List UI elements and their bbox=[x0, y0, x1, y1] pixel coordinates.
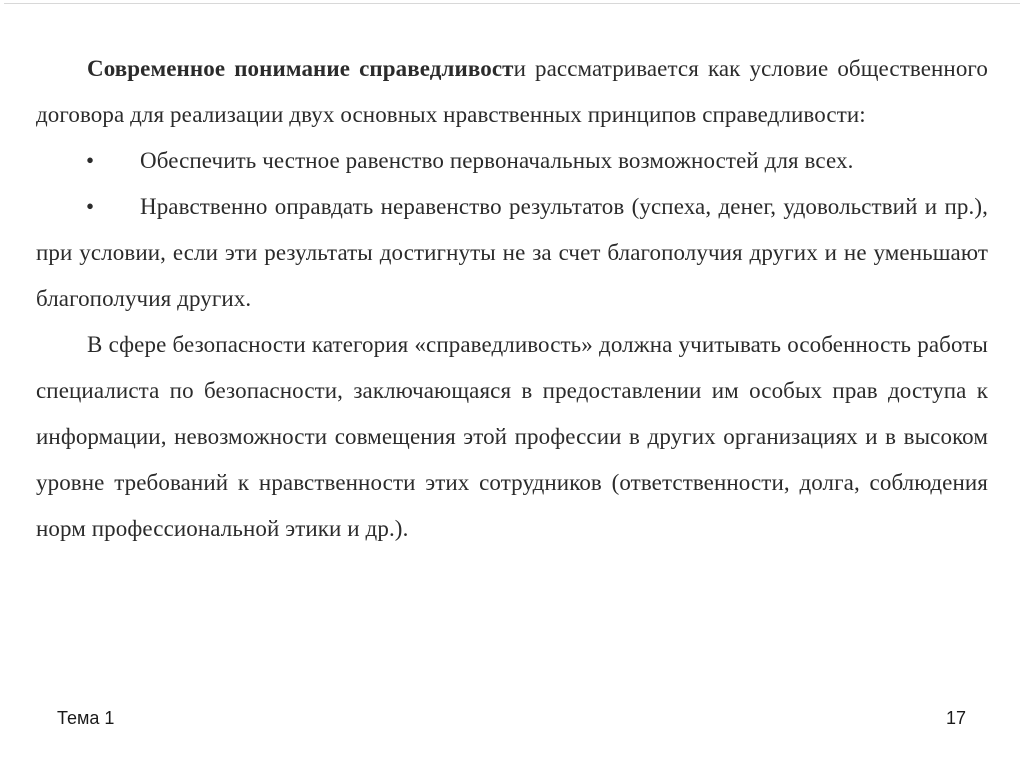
bullet-item-1 bbox=[36, 138, 988, 184]
paragraph-security: В сфере безопасности категория «справедливость» должна учитывать особенность работы специалиста по безопасности, заключающаяся в предоставлении им особых прав доступа к информации, невозможности совмещения этой профессии в других организациях и в высоком уровне требований к нравственности этих сотрудников (ответственности, долга, соблюдения норм профессиональной этики и др.). bbox=[36, 332, 988, 541]
paragraph-intro bbox=[36, 46, 988, 138]
intro-bold-term: Современное понимание справедливост bbox=[87, 56, 514, 81]
bullet-mark: • bbox=[86, 148, 95, 173]
bullet-item-2-text: Нравственно оправдать неравенство результатов (успеха, денег, удовольствий и пр.), при условии, если эти результаты достигнуты не за счет благополучия других и не уменьшают благополучия других. bbox=[36, 194, 988, 311]
bullet-mark: • bbox=[86, 194, 95, 219]
page-number: 17 bbox=[945, 708, 966, 728]
top-border-line bbox=[4, 3, 1020, 4]
bullet-item-1-text: Обеспечить честное равенство первоначальных возможностей для всех. bbox=[140, 148, 854, 173]
slide-body bbox=[36, 46, 988, 552]
bullet-item-2 bbox=[36, 184, 988, 322]
intro-text: и рассматривается как условие общественного договора для реализации двух основных нравственных принципов справедливости: bbox=[36, 56, 988, 127]
footer-topic: Тема 1 bbox=[57, 708, 115, 728]
